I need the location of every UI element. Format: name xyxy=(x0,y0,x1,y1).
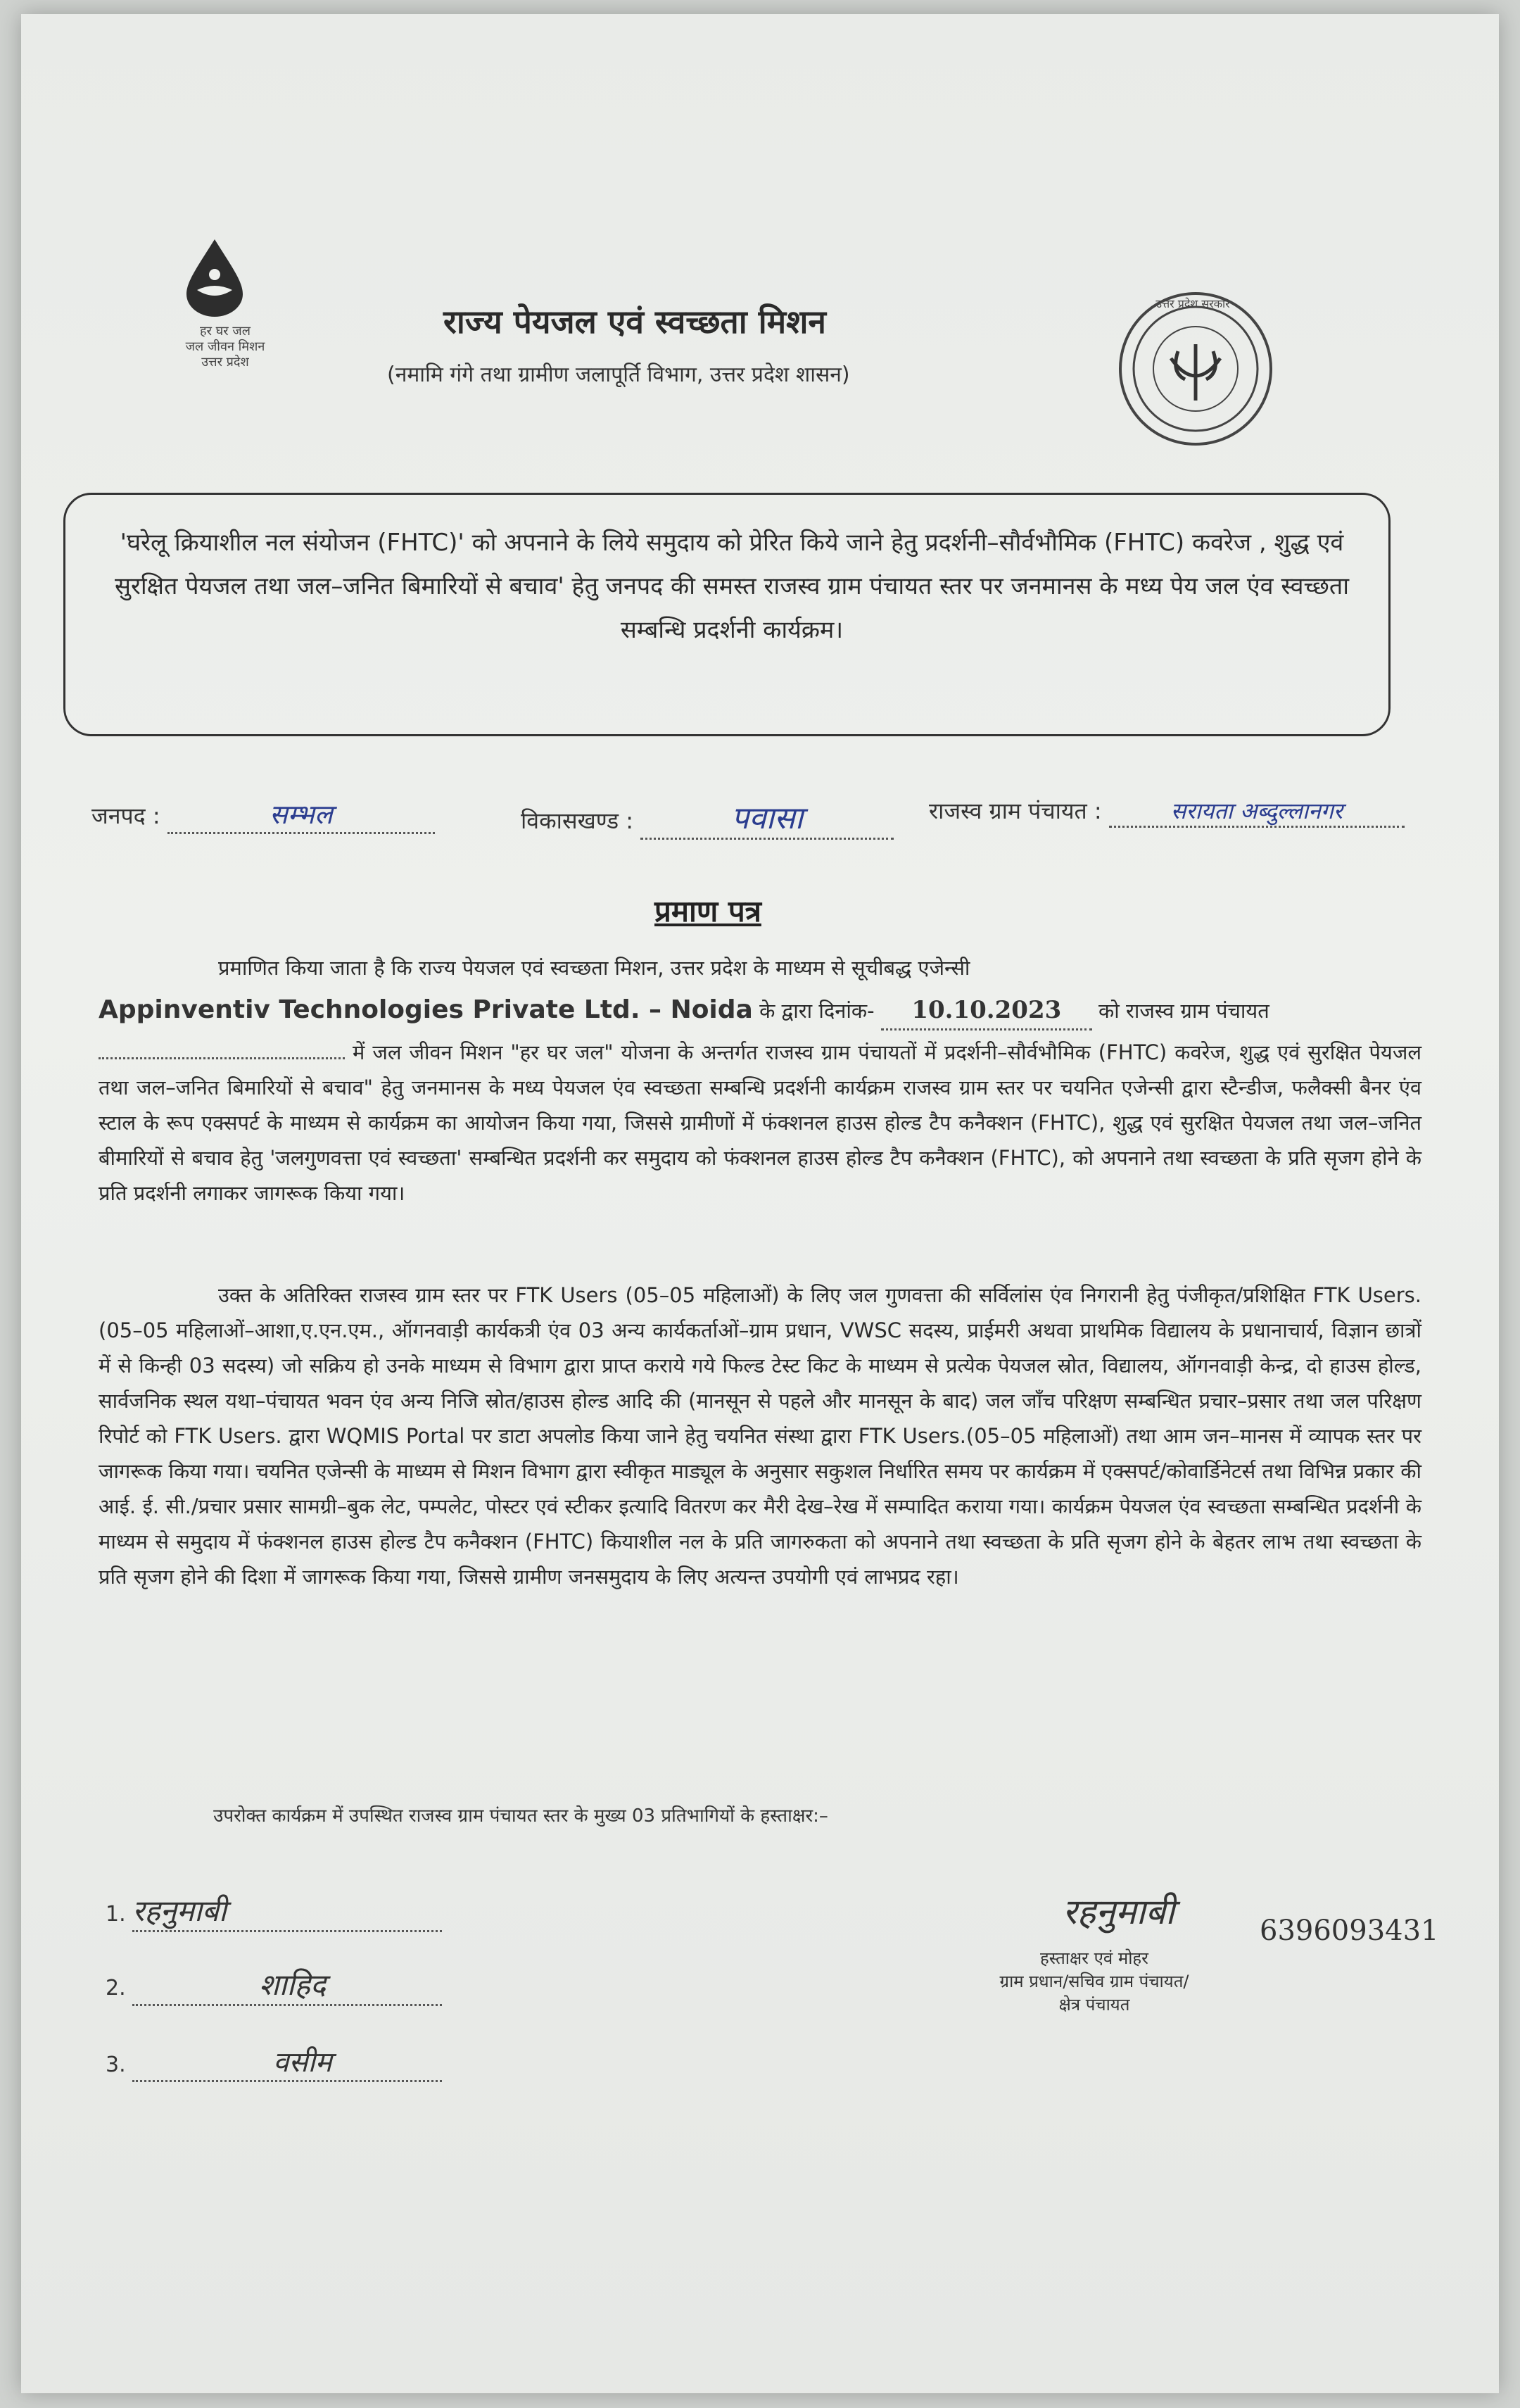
logo-caption-3: उत्तर प्रदेश xyxy=(201,355,249,370)
agency-name: Appinventiv Technologies Private Ltd. – Noida xyxy=(99,995,753,1024)
signatory-number: 1. xyxy=(106,1902,126,1927)
signatory-2 xyxy=(106,1964,442,2006)
date-label: के द्वारा दिनांक- xyxy=(759,999,875,1023)
program-date: 10.10.2023 xyxy=(911,996,1062,1024)
signatory-1 xyxy=(106,1890,442,1932)
page-title: राज्य पेयजल एवं स्वच्छता मिशन xyxy=(443,303,826,341)
certificate-page xyxy=(21,14,1499,2393)
official-line-3: क्षेत्र पंचायत xyxy=(1058,1995,1130,2015)
official-block xyxy=(943,1946,1246,2016)
official-signature xyxy=(1063,1886,1174,1934)
har-ghar-jal-logo xyxy=(162,225,289,387)
seal-text: उत्तर प्रदेश सरकार xyxy=(1155,297,1230,310)
program-description: 'घरेलू क्रियाशील नल संयोजन (FHTC)' को अपनाने के लिये समुदाय को प्रेरित किये जाने हेतु प्रदर्शनी–सौर्वभौमिक (FHTC) कवरेज , शुद्ध एवं सुरक्षित पेयजल तथा जल–जनित बिमारियों से बचाव' हेतु जनपद की समस्त राजस्व ग्राम पंचायत स्तर पर जनमानस के मध्य पेय जल एंव स्वच्छता सम्बन्धि प्रदर्शनी कार्यक्रम। xyxy=(114,529,1350,644)
block-label: विकासखण्ड : xyxy=(521,807,634,834)
district-field xyxy=(91,795,435,834)
up-government-seal xyxy=(1119,292,1272,446)
certificate-paragraph-2: उक्त के अतिरिक्त राजस्व ग्राम स्तर पर FTK Users (05–05 महिलाओं) के लिए जल गुणवत्ता की सर्विलांस एंव निगरानी हेतु पंजीकृत/प्रशिक्षित FTK Users.(05–05 महिलाओं–आशा,ए.एन.एम., ऑगनवाड़ी कार्यकत्री एंव 03 अन्य कार्यकर्ताओं–ग्राम प्रधान, VWSC सदस्य, प्राईमरी अथवा प्राथमिक विद्यालय के प्रधानाचार्य, विज्ञान छात्रों में से किन्ही 03 सदस्य) जो सक्रिय हो उनके माध्यम से विभाग द्वारा प्राप्त कराये गये फिल्ड टेस्ट किट के माध्यम से प्रत्येक पेयजल स्रोत, विद्यालय, ऑगनवाड़ी केन्द्र, दो हाउस होल्ड, सार्वजनिक स्थल यथा–पंचायत भवन एंव अन्य निजि स्रोत/हाउस होल्ड आदि की (मानसून से पहले और मानसून के बाद) जल जाँच परिक्षण सम्बन्धित प्रचार–प्रसार तथा जल परिक्षण रिपोर्ट को FTK Users. द्वारा WQMIS Portal पर डाटा अपलोड किया जाने हेतु चयनित संस्था द्वारा FTK Users.(05–05 महिलाओं) तथा आम जन–मानस में व्यापक स्तर पर जागरूक किया गया। चयनित एजेन्सी के माध्यम से मिशन विभाग द्वारा स्वीकृत माड्यूल के अनुसार सकुशल निर्धारित समय पर कार्यक्रम में एक्सपर्ट/कोवार्डिनेटर्स तथा विभिन्न प्रकार की आई. ई. सी./प्रचार प्रसार सामग्री–बुक लेट, पम्पलेट, पोस्टर एवं स्टीकर इत्यादि वितरण कर मैरी देख–रेख में सम्पादित कराया गया। कार्यक्रम पेयजल एंव स्वच्छता सम्बन्धित प्रदर्शनी के माध्यम से समुदाय में फंक्शनल हाउस होल्ड टैप कनैक्शन (FHTC) कियाशील नल के प्रति जागरुकता को अपनाने तथा स्वच्छता के प्रति सृजग होने के बेहतर लाभ तथा स्वच्छता के प्रति सृजग होने की दिशा में जागरूक किया गया, जिससे ग्रामीण जनसमुदाय के लिए अत्यन्त उपयोगी एवं लाभप्रद रहा। xyxy=(99,1283,1421,1589)
signatories-intro: उपरोक्त कार्यक्रम में उपस्थित राजस्व ग्राम पंचायत स्तर के मुख्य 03 प्रतिभागियों के हस्ताक्षर:– xyxy=(213,1805,828,1827)
certificate-heading: प्रमाण पत्र xyxy=(654,894,761,928)
district-label: जनपद : xyxy=(91,802,160,829)
official-line-2: ग्राम प्रधान/सचिव ग्राम पंचायत/ xyxy=(999,1972,1189,1991)
signatory-signature: रहनुमाबी xyxy=(132,1893,227,1928)
official-phone: 6396093431 xyxy=(1260,1915,1439,1947)
panchayat-label: राजस्व ग्राम पंचायत : xyxy=(929,798,1102,824)
panchayat-value: सरायता अब्दुल्लानगर xyxy=(1170,798,1343,824)
signatory-number: 3. xyxy=(106,2053,126,2077)
agency-line xyxy=(99,992,1421,1030)
signatory-3 xyxy=(106,2041,442,2082)
panchayat-field xyxy=(929,795,1405,828)
certificate-paragraph-1 xyxy=(99,1035,1421,1211)
panchayat-suffix: को राजस्व ग्राम पंचायत xyxy=(1098,999,1269,1023)
signatory-signature: शाहिद xyxy=(259,1967,327,2002)
certificate-intro: प्रमाणित किया जाता है कि राज्य पेयजल एवं स्वच्छता मिशन, उत्तर प्रदेश के माध्यम से सूचीबद्ध एजेन्सी xyxy=(218,956,970,980)
logo-caption-2: जल जीवन मिशन xyxy=(185,339,265,354)
logo-caption-1: हर घर जल xyxy=(200,324,251,339)
official-signature-text: रहनुमाबी xyxy=(1063,1891,1175,1932)
emblem-icon xyxy=(1129,302,1262,436)
block-value: पवासा xyxy=(731,800,804,836)
page-subtitle: (नमामि गंगे तथा ग्रामीण जलापूर्ति विभाग, उत्तर प्रदेश शासन) xyxy=(387,363,850,387)
official-line-1: हस्ताक्षर एवं मोहर xyxy=(1039,1948,1148,1968)
block-field xyxy=(521,795,894,840)
district-value: सम्भल xyxy=(270,799,333,830)
water-drop-icon xyxy=(183,239,246,317)
certificate-paragraph-1-text: में जल जीवन मिशन "हर घर जल" योजना के अन्तर्गत राजस्व ग्राम पंचायतों में प्रदर्शनी–सौर्वभौमिक (FHTC) कवरेज, शुद्ध एवं सुरक्षित पेयजल तथा जल–जनित बिमारियों से बचाव" हेतु जनमानस के मध्य पेयजल एंव स्वच्छता सम्बन्धि प्रदर्शनी कार्यक्रम राजस्व ग्राम स्तर पर चयनित एजेन्सी द्वारा स्टैन्डीज, फलैक्सी बैनर एंव स्टाल के रूप एक्सपर्ट के माध्यम से कार्यक्रम का आयोजन किया गया, जिससे ग्रामीणों में फंक्शनल हाउस होल्ड टैप कनैक्शन (FHTC), शुद्ध एवं सुरक्षित पेयजल तथा जल–जनित बीमारियों से बचाव हेतु 'जलगुणवत्ता एवं स्वच्छता' सम्बन्धित प्रदर्शनी कर समुदाय को फंक्शनल हाउस होल्ड टैप कनैक्शन (FHTC), को अपनाने तथा स्वच्छता के प्रति सृजग होने के प्रति प्रदर्शनी लगाकर जागरूक किया गया। xyxy=(99,1040,1421,1205)
signatory-number: 2. xyxy=(106,1976,126,2000)
signatory-signature: वसीम xyxy=(273,2046,332,2079)
